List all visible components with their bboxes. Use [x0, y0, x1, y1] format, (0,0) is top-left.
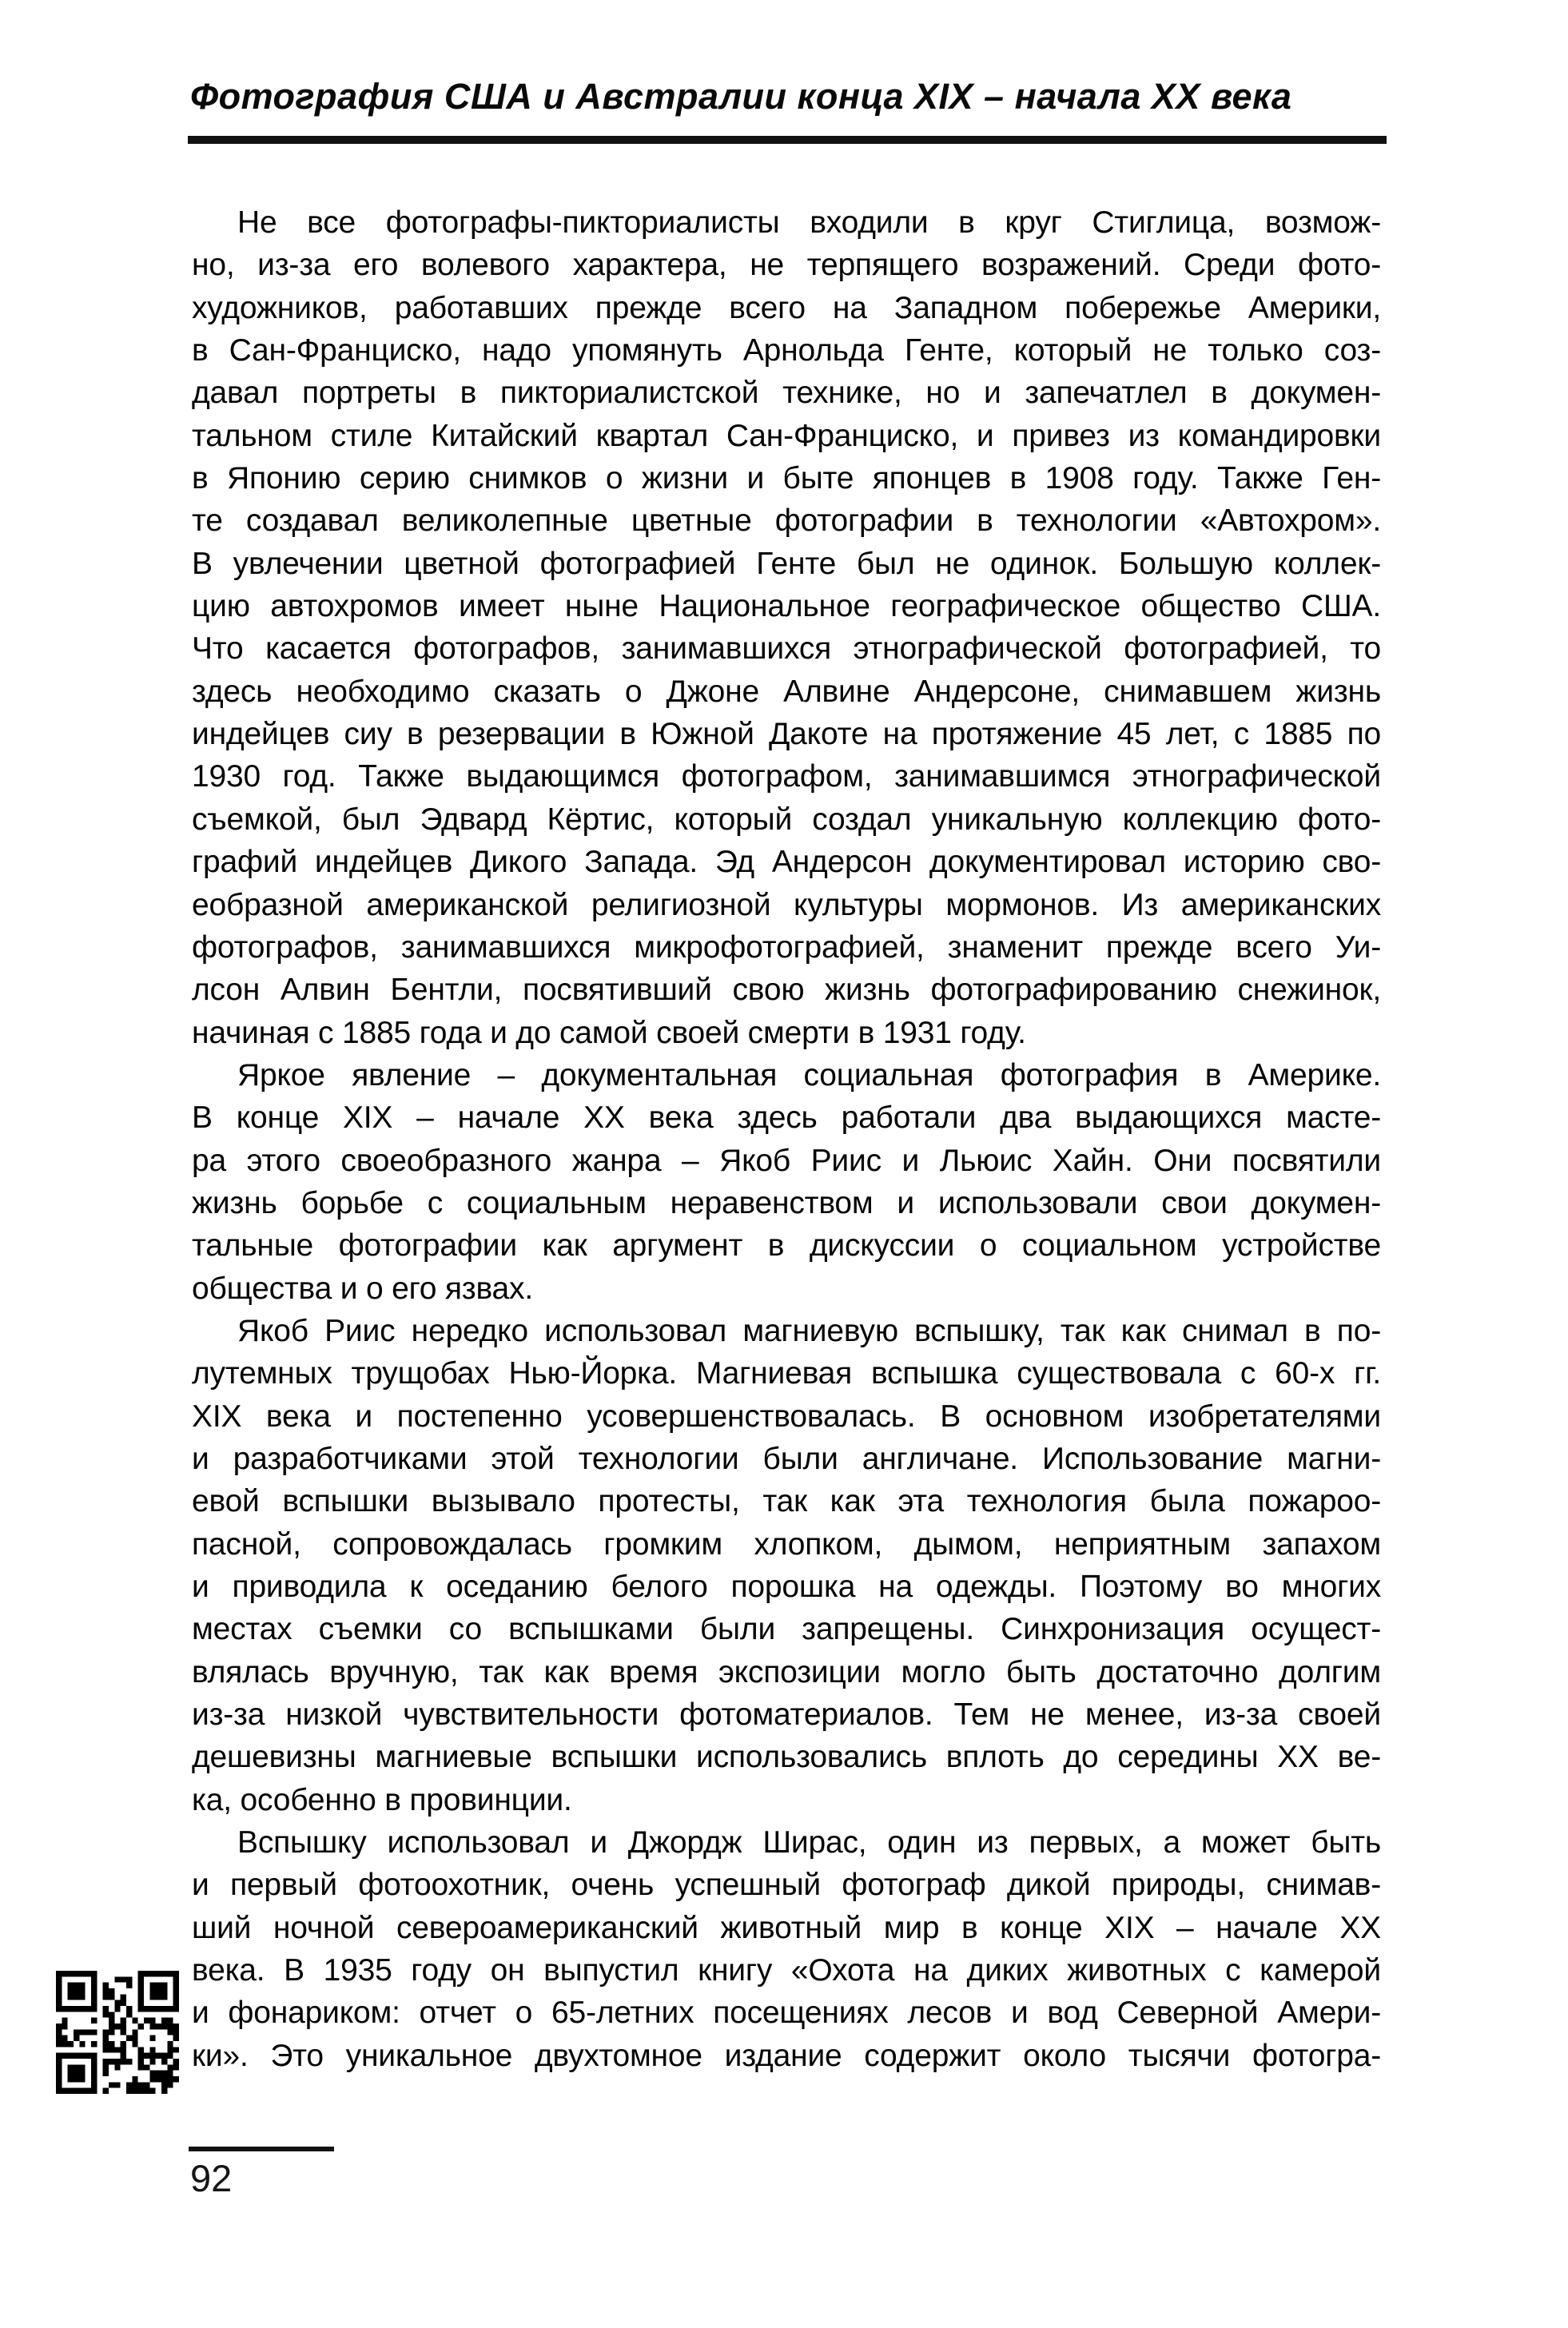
- text-line: и фонариком: отчет о 65-летних посещениях лесов и вод Северной Амери-: [192, 1996, 1381, 2031]
- text-line: лсон Алвин Бентли, посвятивший свою жизнь фотографированию снежинок,: [192, 973, 1381, 1008]
- text-line: пасной, сопровождалась громким хлопком, дымом, неприятным запахом: [192, 1526, 1381, 1562]
- body-text: [192, 201, 1381, 2077]
- paragraph: [192, 201, 1381, 1054]
- text-line: в Японию серию снимков о жизни и быте японцев в 1908 году. Также Ген-: [192, 461, 1381, 496]
- page-number: 92: [190, 2157, 233, 2199]
- qr-code-icon: [56, 1971, 179, 2094]
- text-line: ки». Это уникальное двухтомное издание содержит около тысячи фотогра-: [192, 2038, 1381, 2073]
- text-line: те создавал великолепные цветные фотографии в технологии «Автохром».: [192, 503, 1381, 539]
- text-line: еобразной американской религиозной культуры мормонов. Из американских: [192, 887, 1381, 922]
- text-line: в Сан-Франциско, надо упомянуть Арнольда Генте, который не только соз-: [192, 333, 1381, 368]
- text-line: здесь необходимо сказать о Джоне Алвине Андерсоне, снимавшем жизнь: [192, 674, 1381, 709]
- paragraph: [192, 1054, 1381, 1310]
- page-header-title: Фотография США и Австралии конца XIX – начала XX века: [190, 76, 1292, 117]
- text-line: ка, особенно в провинции.: [192, 1782, 572, 1817]
- text-line: Что касается фотографов, занимавшихся этнографической фотографией, то: [192, 631, 1381, 667]
- text-line: лутемных трущобах Нью-Йорка. Магниевая вспышка существовала с 60-х гг.: [192, 1356, 1381, 1391]
- text-line: и приводила к оседанию белого порошка на одежды. Поэтому во многих: [192, 1570, 1381, 1604]
- text-line: но, из-за его волевого характера, не терпящего возражений. Среди фото-: [192, 248, 1381, 283]
- text-line: жизнь борьбе с социальным неравенством и использовали свои докумен-: [192, 1185, 1381, 1220]
- text-line: XIX века и постепенно усовершенствовалась. В основном изобретателями: [192, 1399, 1381, 1434]
- text-line: фотографов, занимавшихся микрофотографией, знаменит прежде всего Уи-: [192, 929, 1381, 965]
- text-line: из-за низкой чувствительности фотоматериалов. Тем не менее, из-за своей: [192, 1697, 1381, 1733]
- paragraph: [192, 1310, 1381, 1821]
- text-line: влялась вручную, так как время экспозиции могло быть достаточно долгим: [192, 1654, 1381, 1689]
- text-line: Якоб Риис нередко использовал магниевую вспышку, так как снимал в по-: [237, 1313, 1381, 1348]
- footer-rule: [189, 2147, 334, 2151]
- text-line: дешевизны магниевые вспышки использовались вплоть до середины XX ве-: [192, 1740, 1381, 1775]
- text-line: ший ночной североамериканский животный мир в конце XIX – начале XX: [192, 1910, 1381, 1945]
- text-line: общества и о его язвах.: [192, 1271, 533, 1306]
- text-line: 1930 год. Также выдающимся фотографом, занимавшимся этнографической: [192, 759, 1381, 794]
- text-line: В конце XIX – начале XX века здесь работали два выдающихся масте-: [192, 1100, 1381, 1136]
- text-line: тальном стиле Китайский квартал Сан-Франциско, и привез из командировки: [192, 418, 1381, 453]
- text-line: Вспышку использовал и Джордж Ширас, один из первых, а может быть: [237, 1825, 1381, 1860]
- text-line: евой вспышки вызывало протесты, так как эта технология была пожароо-: [192, 1484, 1381, 1519]
- text-line: местах съемки со вспышками были запрещены. Синхронизация осущест-: [192, 1612, 1381, 1647]
- text-line: В увлечении цветной фотографией Генте был не одинок. Большую коллек-: [192, 546, 1381, 581]
- text-line: тальные фотографии как аргумент в дискуссии о социальном устройстве: [192, 1228, 1381, 1263]
- text-line: съемкой, был Эдвард Кёртис, который создал уникальную коллекцию фото-: [192, 802, 1381, 837]
- text-line: и разработчиками этой технологии были англичане. Использование магни-: [192, 1441, 1381, 1476]
- text-line: Яркое явление – документальная социальная фотография в Америке.: [237, 1057, 1381, 1092]
- paragraph: [192, 1821, 1381, 2077]
- text-line: цию автохромов имеет ныне Национальное географическое общество США.: [192, 589, 1381, 624]
- text-line: ра этого своеобразного жанра – Якоб Риис и Льюис Хайн. Они посвятили: [192, 1143, 1381, 1178]
- text-line: начиная с 1885 года и до самой своей смерти в 1931 году.: [192, 1015, 1026, 1050]
- text-line: и первый фотоохотник, очень успешный фотограф дикой природы, снимав-: [192, 1868, 1381, 1903]
- text-line: художников, работавших прежде всего на Западном побережье Америки,: [192, 290, 1381, 325]
- qr-code-svg: [56, 1971, 179, 2094]
- header-rule: [188, 136, 1387, 144]
- text-line: Не все фотографы-пикториалисты входили в круг Стиглица, возмож-: [237, 205, 1381, 240]
- text-line: века. В 1935 году он выпустил книгу «Охота на диких животных с камерой: [192, 1953, 1381, 1988]
- text-line: индейцев сиу в резервации в Южной Дакоте на протяжение 45 лет, с 1885 по: [192, 717, 1381, 752]
- text-line: давал портреты в пикториалистской технике, но и запечатлел в докумен-: [192, 376, 1381, 411]
- text-line: графий индейцев Дикого Запада. Эд Андерсон документировал историю сво-: [192, 845, 1381, 880]
